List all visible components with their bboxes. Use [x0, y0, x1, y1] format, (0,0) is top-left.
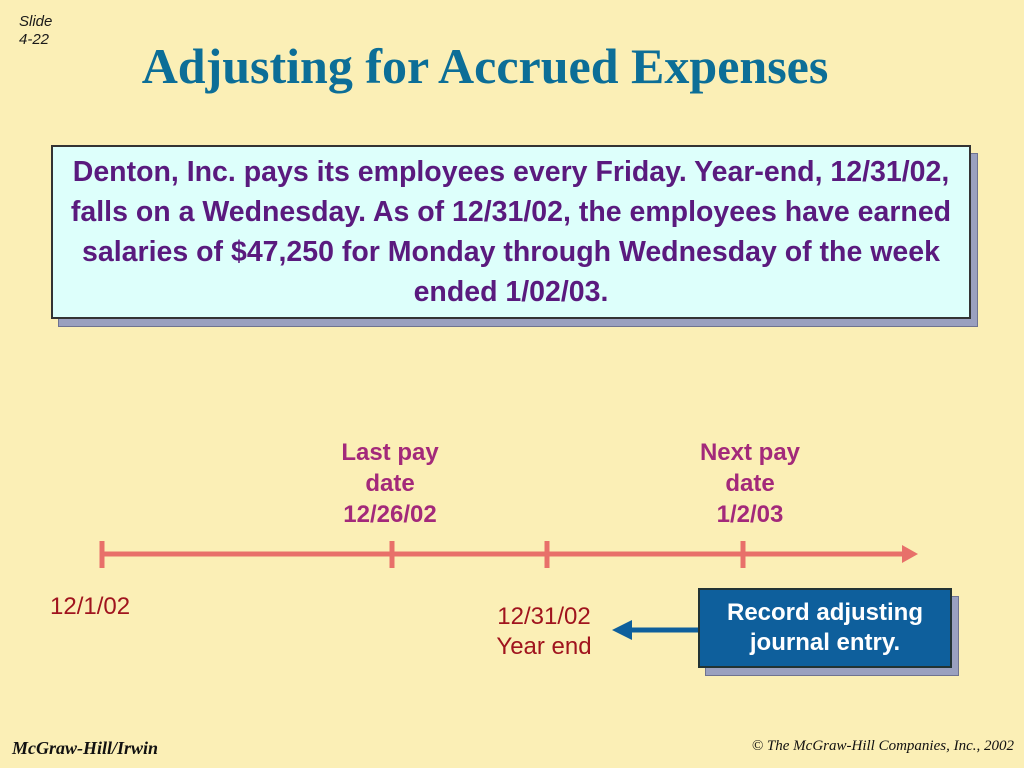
- slide-title: Adjusting for Accrued Expenses: [141, 38, 829, 94]
- year-end-text: Year end: [496, 633, 592, 660]
- last-pay-date: 12/26/02: [343, 501, 437, 528]
- slide-label: Slide: [19, 13, 53, 30]
- slide-id: 4-22: [19, 31, 50, 48]
- start-date-label: 12/1/02: [50, 593, 131, 620]
- last-pay-line1: Last pay: [341, 439, 439, 466]
- copyright-footer: © The McGraw-Hill Companies, Inc., 2002: [751, 738, 1014, 754]
- publisher-footer: McGraw-Hill/Irwin: [12, 738, 159, 758]
- next-pay-date: 1/2/03: [716, 501, 784, 528]
- next-pay-line1: Next pay: [699, 439, 801, 466]
- timeline-arrowhead: [902, 545, 918, 563]
- record-line1: Record adjusting: [726, 599, 924, 626]
- record-arrow-head: [612, 620, 632, 640]
- year-end-label: [474, 602, 614, 662]
- last-pay-line2: date: [365, 470, 415, 497]
- record-text: [727, 598, 923, 658]
- next-pay-line2: date: [725, 470, 775, 497]
- record-box: [698, 588, 952, 668]
- record-line2: journal entry.: [749, 629, 901, 656]
- year-end-date: 12/31/02: [497, 603, 591, 630]
- info-text: Denton, Inc. pays its employees every Friday. Year-end, 12/31/02, falls on a Wednesday. As of 12/31/02, the employees have earned salaries of $47,250 for Monday through Wednesday of the week ended 1/02/03.: [70, 156, 952, 308]
